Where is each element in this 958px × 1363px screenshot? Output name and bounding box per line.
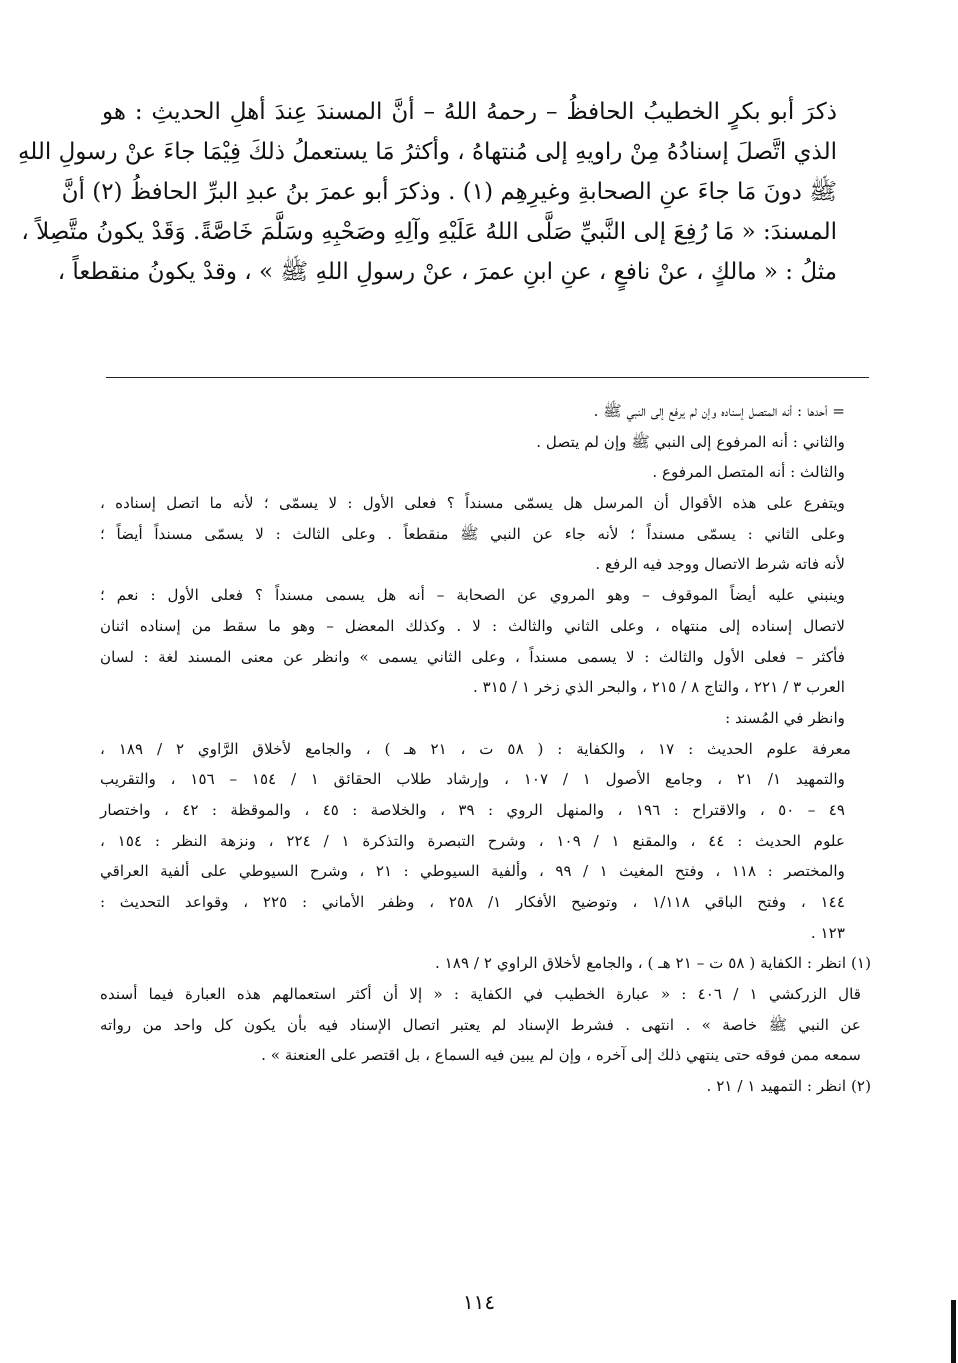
- footnote-line: (١) انظر : الكفاية ( ٥٨ ت – ٢١ هـ ) ، والجامع لأخلاق الراوي ٢ / ١٨٩ .: [434, 954, 871, 973]
- footnote-line: وعلى الثاني : يسمّى مسنداً ؛ لأنه جاء عن النبي ﷺ منقطعاً . وعلى الثالث : لا يسمّى مسنداً أيضاً ؛: [100, 524, 845, 543]
- footnotes-block: [100, 396, 871, 1102]
- footnote-line: والتمهيد ١/ ٢١ ، وجامع الأصول ١ / ١٠٧ ، وإرشاد طلاب الحقائق ١ / ١٥٤ – ١٥٦ ، والتقريب: [100, 770, 845, 789]
- main-text-line: المسندَ: « مَا رُفِعَ إلى النَّبيِّ صَلَّى اللهُ عَلَيْهِ وآلِهِ وصَحْبِهِ وسَلَّمَ خَاصَّةً. وَقَدْ يكونُ متَّصِلاً ،: [21, 219, 837, 245]
- footnote-line: معرفة علوم الحديث : ١٧ ، والكفاية : ( ٥٨ ت ، ٢١ هـ ) ، والجامع لأخلاق الرَّاوي ٢ / ١٨٩ ،: [100, 739, 851, 758]
- footnote-line: عن النبي ﷺ خاصة » . انتهى . فشرط الإسناد لم يعتبر اتصال الإسناد فيه بأن يكون كل واحد من رواته: [100, 1015, 861, 1034]
- footnote-line: والثاني : أنه المرفوع إلى النبي ﷺ وإن لم يتصل .: [536, 432, 845, 451]
- scan-edge-mark: [951, 1300, 956, 1363]
- footnote-line: سمعه ممن فوقه حتى ينتهي ذلك إلى آخره ، وإن لم يبين فيه السماع ، بل اقتصر على العنعنة » .: [261, 1046, 861, 1065]
- main-text-block: [17, 92, 837, 292]
- footnote-line: والمختصر : ١١٨ ، وفتح المغيث ١ / ٩٩ ، وألفية السيوطي : ٢١ ، وشرح السيوطي على ألفية العراقي: [100, 862, 845, 881]
- main-text-line: ﷺ دونَ مَا جاءَ عنِ الصحابةِ وغيرِهِم (١) . وذكرَ أبو عمرَ بنُ عبدِ البرِّ الحافظُ (٢) أنَّ: [61, 179, 837, 205]
- footnote-line: لاتصال إسناده إلى منتهاه ، وعلى الثاني والثالث : لا . وكذلك المعضل – وهو ما سقط من إسناده اثنان: [100, 616, 845, 635]
- footnote-line: ١٤٤ ، وفتح الباقي ١/١١٨ ، وتوضيح الأفكار ١/ ٢٥٨ ، وظفر الأماني : ٢٢٥ ، وقواعد التحديث :: [100, 893, 845, 911]
- footnote-line: ويتفرع على هذه الأقوال أن المرسل هل يسمّى مسنداً ؟ فعلى الأول : لا يسمّى ؛ لأنه ما اتصل إسناده ،: [100, 494, 845, 513]
- footnote-line: ٤٩ – ٥٠ ، والاقتراح : ١٩٦ ، والمنهل الروي : ٣٩ ، والخلاصة : ٤٥ ، والموقظة : ٤٢ ، واختصار: [100, 800, 846, 819]
- page-number: ١١٤: [462, 1290, 496, 1314]
- footnote-divider: [106, 377, 869, 378]
- footnote-line: قال الزركشي ١ / ٤٠٦ : « عبارة الخطيب في الكفاية : « إلا أن أكثر استعمالهم هذه العبارة فيما أسنده: [100, 985, 861, 1004]
- footnote-line: (٢) انظر : التمهيد ١ / ٢١ .: [706, 1077, 871, 1096]
- footnote-line: وانظر في المُسند :: [725, 708, 845, 727]
- footnote-line: وينبني عليه أيضاً الموقوف – وهو المروي عن الصحابة – أنه هل يسمى مسنداً ؟ فعلى الأول : نعم ؛: [100, 586, 845, 605]
- main-text-line: الذي اتَّصلَ إسنادُهُ مِنْ راويهِ إلى مُنتهاهُ ، وأكثرُ مَا يستعملُ ذلكَ فِيْمَا جاءَ عنْ رسولِ اللهِ: [17, 139, 837, 165]
- footnote-line: فأكثر – فعلى الأول والثالث : لا يسمى مسنداً ، وعلى الثاني يسمى » وانظر عن معنى المسند لغة : لسان: [100, 647, 845, 666]
- footnote-line: ١٢٣ .: [810, 923, 845, 942]
- footnote-line: = أحدها : أنه المتصل إسناده وإن لم يرفع إلى النبي ﷺ .: [593, 402, 845, 420]
- main-text-line: ذكرَ أبو بكرٍ الخطيبُ الحافظُ – رحمهُ اللهُ – أنَّ المسندَ عِندَ أهلِ الحديثِ : هو: [102, 99, 837, 125]
- main-text-line: مثلُ : « مالكٍ ، عنْ نافعٍ ، عنِ ابنِ عمرَ ، عنْ رسولِ اللهِ ﷺ » ، وقدْ يكونُ منقطعاً ،: [57, 259, 837, 285]
- footnote-line: العرب ٣ / ٢٢١ ، والتاج ٨ / ٢١٥ ، والبحر الذي زخر ١ / ٣١٥ .: [472, 678, 845, 697]
- footnote-line: لأنه فاته شرط الاتصال ووجد فيه الرفع .: [595, 555, 845, 574]
- footnote-line: علوم الحديث : ٤٤ ، والمقنع ١ / ١٠٩ ، وشرح التبصرة والتذكرة ١ / ٢٢٤ ، ونزهة النظر : ١٥٤ ،: [100, 831, 846, 850]
- footnote-line: والثالث : أنه المتصل المرفوع .: [652, 463, 845, 482]
